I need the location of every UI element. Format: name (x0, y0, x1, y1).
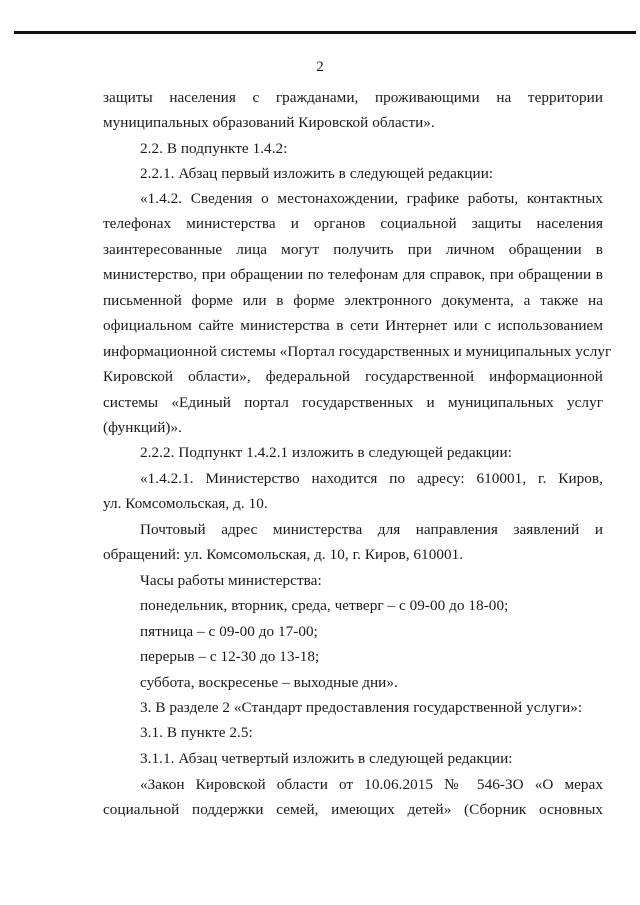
text-line: письменной форме или в форме электронного документа, а также на (103, 292, 603, 309)
text-line: 3. В разделе 2 «Стандарт предоставления государственной услуги»: (140, 699, 583, 716)
text-line: понедельник, вторник, среда, четверг – с 09-00 до 18-00; (140, 597, 509, 614)
text-line: муниципальных образований Кировской области». (103, 114, 435, 131)
text-line: информационной системы «Портал государственных и муниципальных услуг (103, 343, 612, 360)
text-line: 3.1.1. Абзац четвертый изложить в следующей редакции: (140, 750, 513, 767)
text-line: (функций)». (103, 419, 183, 436)
text-line: социальной поддержки семей, имеющих детей» (Сборник основных (103, 801, 603, 818)
text-line: перерыв – с 12-30 до 13-18; (140, 648, 320, 665)
text-line: Кировской области», федеральной государственной информационной (103, 368, 603, 385)
text-line: 2.2.1. Абзац первый изложить в следующей редакции: (140, 165, 494, 182)
text-line: ул. Комсомольская, д. 10. (103, 495, 268, 512)
text-line: 3.1. В пункте 2.5: (140, 724, 253, 741)
page-number: 2 (316, 59, 324, 75)
text-line: заинтересованные лица могут получить при личном обращении в (103, 241, 603, 258)
text-line: «Закон Кировской области от 10.06.2015 № 546-ЗО «О мерах (140, 776, 603, 793)
text-line: «1.4.2.1. Министерство находится по адресу: 610001, г. Киров, (140, 470, 603, 487)
text-line: официальном сайте министерства в сети Интернет или с использованием (103, 317, 603, 334)
text-line: «1.4.2. Сведения о местонахождении, графике работы, контактных (140, 190, 603, 207)
text-line: 2.2. В подпункте 1.4.2: (140, 140, 288, 157)
text-line: Почтовый адрес министерства для направления заявлений и (140, 521, 603, 538)
text-line: обращений: ул. Комсомольская, д. 10, г. Киров, 610001. (103, 546, 464, 563)
text-line: Часы работы министерства: (140, 572, 322, 589)
text-line: защиты населения с гражданами, проживающими на территории (103, 89, 603, 106)
text-line: пятница – с 09-00 до 17-00; (140, 623, 318, 640)
header-rule (14, 31, 636, 34)
text-line: министерство, при обращении по телефонам для справок, при обращении в (103, 266, 603, 283)
text-line: системы «Единый портал государственных и муниципальных услуг (103, 394, 603, 411)
text-line: телефонах министерства и органов социальной защиты населения (103, 215, 603, 232)
text-line: 2.2.2. Подпункт 1.4.2.1 изложить в следующей редакции: (140, 444, 512, 461)
text-line: суббота, воскресенье – выходные дни». (140, 674, 398, 691)
